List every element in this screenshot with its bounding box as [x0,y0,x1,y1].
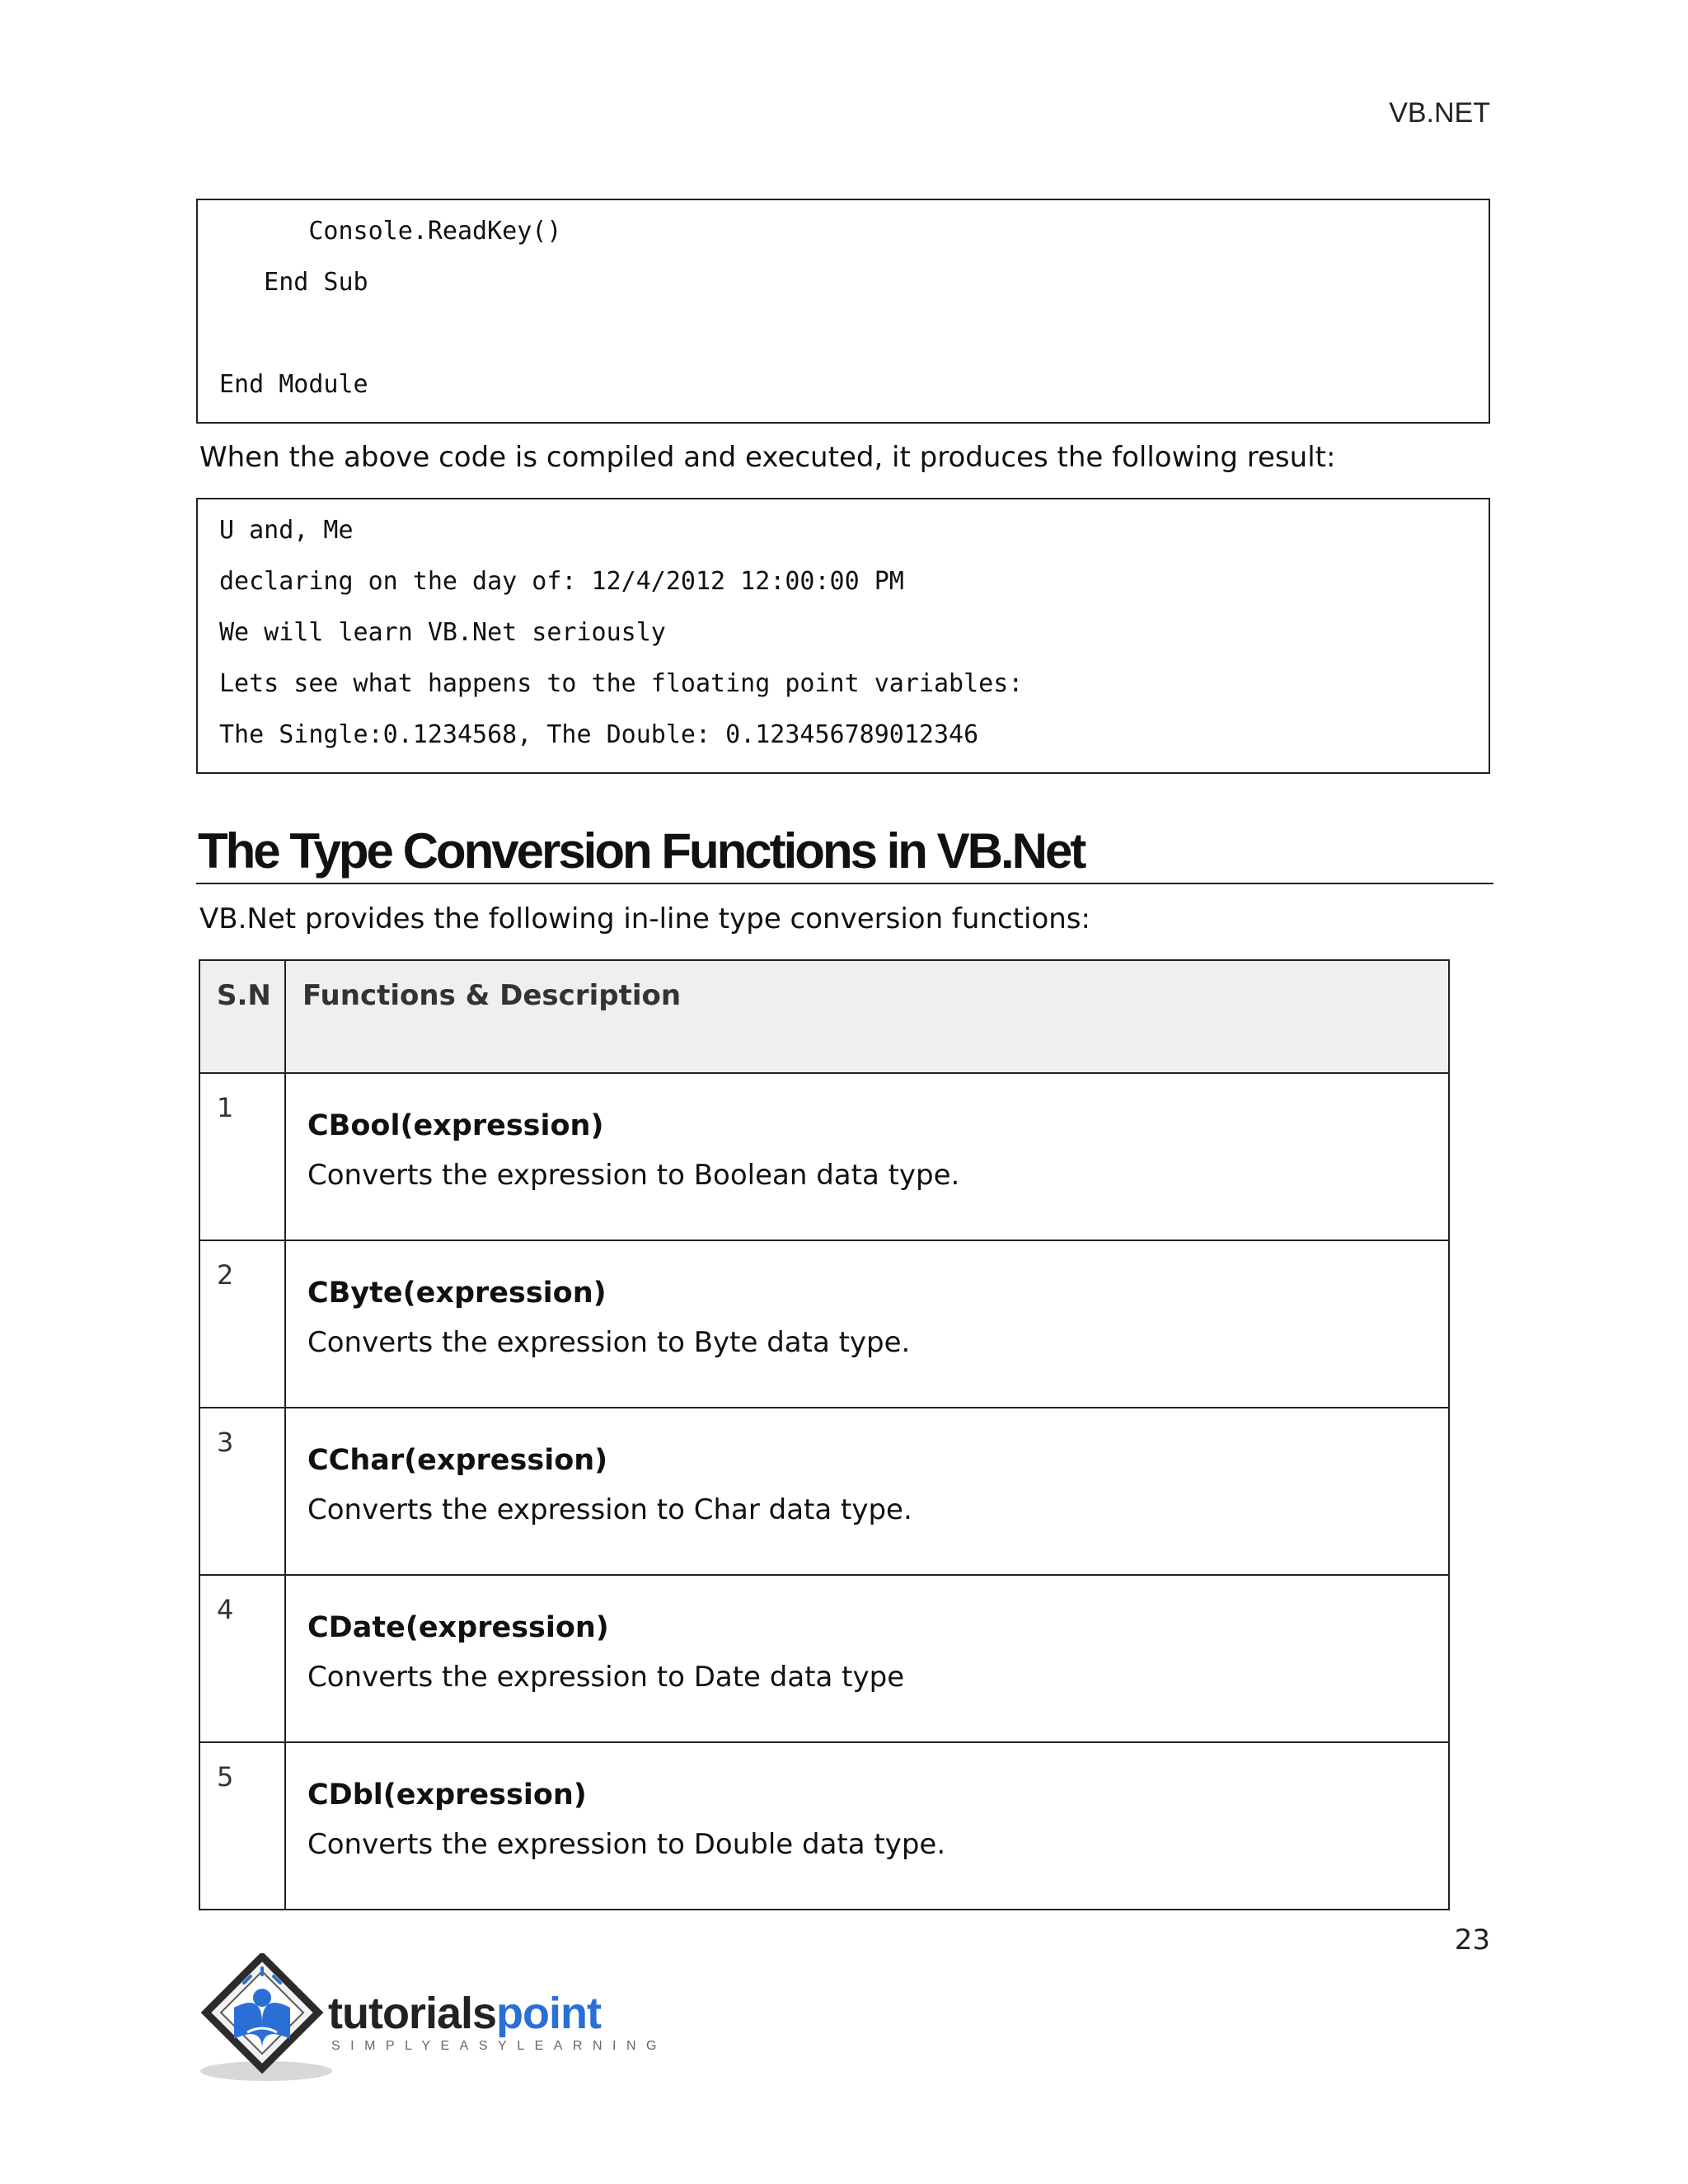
code-block [196,199,1490,424]
function-name: CBool(expression) [307,1109,604,1142]
function-description: Converts the expression to Date data type [307,1661,905,1694]
row-number: 5 [199,1742,285,1910]
heading-rule [196,883,1493,884]
row-number: 3 [199,1408,285,1575]
function-name: CByte(expression) [307,1277,607,1310]
page-number: 23 [1454,1924,1490,1957]
logo-wordmark: tutorialspoint [328,1989,601,2038]
section-heading: The Type Conversion Functions in VB.Net [198,823,1085,879]
function-name: CChar(expression) [307,1444,608,1477]
code-line: End Module [219,370,368,399]
code-line: Console.ReadKey() [219,217,562,246]
logo-emblem-icon [196,1953,336,2085]
result-intro: When the above code is compiled and executed, it produces the following result: [199,441,1336,474]
row-description [285,1575,1449,1742]
output-line: declaring on the day of: 12/4/2012 12:00:00 PM [219,567,904,596]
table-header-row [199,960,1449,1073]
row-description [285,1408,1449,1575]
tutorialspoint-logo [196,1953,667,2085]
function-description: Converts the expression to Double data type. [307,1828,946,1861]
function-description: Converts the expression to Byte data type. [307,1326,911,1359]
table-row [199,1073,1449,1240]
code-line: End Sub [219,268,368,297]
function-name: CDate(expression) [307,1611,609,1644]
conversion-functions-table [199,959,1450,1910]
output-line: The Single:0.1234568, The Double: 0.123456789012346 [219,720,979,749]
table-row [199,1575,1449,1742]
table-row [199,1240,1449,1408]
row-number: 1 [199,1073,285,1240]
column-header-function: Functions & Description [285,960,1449,1073]
section-intro: VB.Net provides the following in-line type conversion functions: [199,902,1090,935]
row-description [285,1742,1449,1910]
row-description [285,1240,1449,1408]
output-line: We will learn VB.Net seriously [219,618,666,647]
row-number: 4 [199,1575,285,1742]
table-row [199,1408,1449,1575]
function-description: Converts the expression to Char data type. [307,1493,912,1526]
function-description: Converts the expression to Boolean data type. [307,1159,960,1192]
output-line: Lets see what happens to the floating point variables: [219,669,1024,698]
row-description [285,1073,1449,1240]
running-header: VB.NET [1389,97,1490,129]
row-number: 2 [199,1240,285,1408]
column-header-sn: S.N [199,960,285,1073]
logo-tagline: SIMPLYEASYLEARNING [331,2039,667,2053]
function-name: CDbl(expression) [307,1779,587,1811]
output-line: U and, Me [219,516,354,545]
output-block [196,498,1490,774]
table-row [199,1742,1449,1910]
